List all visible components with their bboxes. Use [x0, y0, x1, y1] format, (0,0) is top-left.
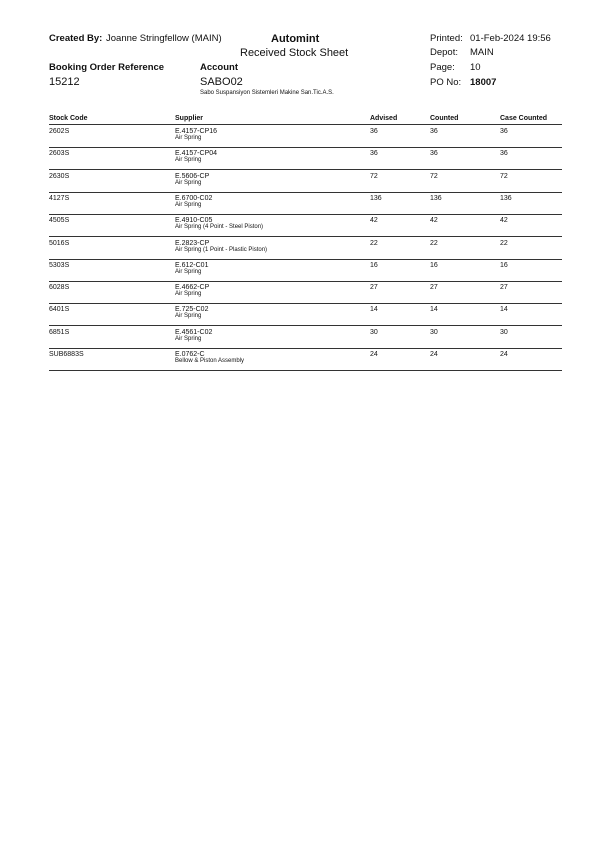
supplier-code-cell: E.6700-C02	[175, 194, 213, 202]
advised-cell: 14	[370, 306, 378, 314]
advised-cell: 27	[370, 284, 378, 292]
sheet-title: Received Stock Sheet	[240, 47, 349, 59]
stock-code-cell: SUB6883S	[49, 351, 84, 358]
po-value: 18007	[470, 77, 497, 88]
case-counted-cell: 27	[500, 284, 508, 292]
counted-cell: 14	[430, 306, 438, 314]
col-header-stock-code: Stock Code	[49, 115, 88, 122]
col-header-counted: Counted	[430, 115, 459, 122]
item-description-cell: Air Spring	[175, 135, 202, 141]
counted-cell: 42	[430, 217, 438, 225]
supplier-code-cell: E.5606-CP	[175, 172, 210, 180]
table-row	[49, 281, 562, 304]
advised-cell: 22	[370, 239, 378, 247]
counted-cell: 30	[430, 328, 438, 336]
item-description-cell: Air Spring	[175, 268, 202, 275]
advised-cell: 136	[370, 194, 382, 202]
counted-cell: 36	[430, 150, 438, 158]
table-row	[49, 326, 562, 349]
stock-code-cell: 6401S	[49, 306, 70, 314]
table-row	[49, 192, 562, 215]
page-label: Page:	[430, 62, 455, 73]
stock-code-cell: 6851S	[49, 328, 70, 336]
printed-value: 01-Feb-2024 19:56	[470, 33, 551, 44]
booking-ref-label: Booking Order Reference	[49, 62, 165, 73]
supplier-code-cell: E.4157-CP04	[175, 150, 218, 158]
supplier-code-cell: E.2823-CP	[175, 239, 210, 247]
depot-value: MAIN	[470, 47, 494, 58]
stock-code-cell: 2603S	[49, 150, 70, 158]
stock-code-cell: 4505S	[49, 217, 70, 225]
counted-cell: 22	[430, 239, 438, 247]
supplier-code-cell: E.4662-CP	[175, 284, 210, 292]
counted-cell: 136	[430, 194, 442, 202]
printed-label: Printed:	[430, 33, 463, 44]
item-description-cell: Air Spring	[175, 201, 202, 208]
depot-label: Depot:	[430, 47, 458, 58]
col-header-case-counted: Case Counted	[500, 115, 548, 122]
supplier-code-cell: E.4561-C02	[175, 328, 213, 336]
table-row	[49, 170, 562, 193]
col-header-advised: Advised	[370, 115, 398, 122]
advised-cell: 42	[370, 217, 378, 225]
case-counted-cell: 14	[500, 306, 508, 314]
stock-code-cell: 2602S	[49, 128, 70, 135]
account-label: Account	[200, 62, 238, 73]
table-row	[49, 259, 562, 282]
advised-cell: 36	[370, 150, 378, 158]
item-description-cell: Air Spring	[175, 157, 202, 164]
counted-cell: 72	[430, 172, 438, 180]
advised-cell: 16	[370, 261, 378, 269]
account-code: SABO02	[200, 76, 243, 88]
supplier-code-cell: E.0762-C	[175, 351, 205, 358]
stock-code-cell: 5016S	[49, 239, 70, 247]
item-description-cell: Air Spring (1 Point - Plastic Piston)	[175, 246, 268, 253]
po-label: PO No:	[430, 77, 462, 88]
created-by-value: Joanne Stringfellow (MAIN)	[106, 33, 222, 44]
stock-code-cell: 2630S	[49, 172, 70, 180]
counted-cell: 24	[430, 351, 438, 358]
company-name: Automint	[271, 33, 320, 45]
account-name: Sabo Suspansiyon Sistemleri Makine San.Tic.A.S.	[200, 90, 334, 96]
supplier-code-cell: E.4910-C05	[175, 217, 213, 225]
stock-code-cell: 6028S	[49, 284, 70, 292]
page-value: 10	[470, 62, 481, 73]
booking-ref-value: 15212	[49, 76, 80, 88]
created-by-label: Created By:	[49, 33, 103, 44]
item-description-cell: Air Spring	[175, 313, 202, 320]
supplier-code-cell: E.612-C01	[175, 261, 209, 269]
case-counted-cell: 24	[500, 351, 508, 358]
case-counted-cell: 36	[500, 128, 508, 135]
table-row	[49, 214, 562, 237]
table-row	[49, 348, 562, 371]
item-description-cell: Air Spring	[175, 179, 202, 186]
advised-cell: 36	[370, 128, 378, 135]
table-row	[49, 147, 562, 170]
case-counted-cell: 30	[500, 328, 508, 336]
counted-cell: 36	[430, 128, 438, 135]
case-counted-cell: 36	[500, 150, 508, 158]
case-counted-cell: 136	[500, 194, 512, 202]
stock-code-cell: 4127S	[49, 194, 70, 202]
counted-cell: 16	[430, 261, 438, 269]
item-description-cell: Bellow & Piston Assembly	[175, 358, 245, 364]
stock-code-cell: 5303S	[49, 261, 70, 269]
advised-cell: 24	[370, 351, 378, 358]
supplier-code-cell: E.725-C02	[175, 306, 209, 314]
case-counted-cell: 16	[500, 261, 508, 269]
table-row	[49, 237, 562, 260]
counted-cell: 27	[430, 284, 438, 292]
col-header-supplier: Supplier	[175, 115, 204, 122]
case-counted-cell: 42	[500, 217, 508, 225]
advised-cell: 30	[370, 328, 378, 336]
item-description-cell: Air Spring	[175, 335, 202, 342]
item-description-cell: Air Spring (4 Point - Steel Piston)	[175, 224, 264, 231]
case-counted-cell: 72	[500, 172, 508, 180]
table-row	[49, 303, 562, 326]
advised-cell: 72	[370, 172, 378, 180]
supplier-code-cell: E.4157-CP16	[175, 128, 218, 135]
item-description-cell: Air Spring	[175, 291, 202, 298]
table-row	[49, 125, 562, 148]
case-counted-cell: 22	[500, 239, 508, 247]
